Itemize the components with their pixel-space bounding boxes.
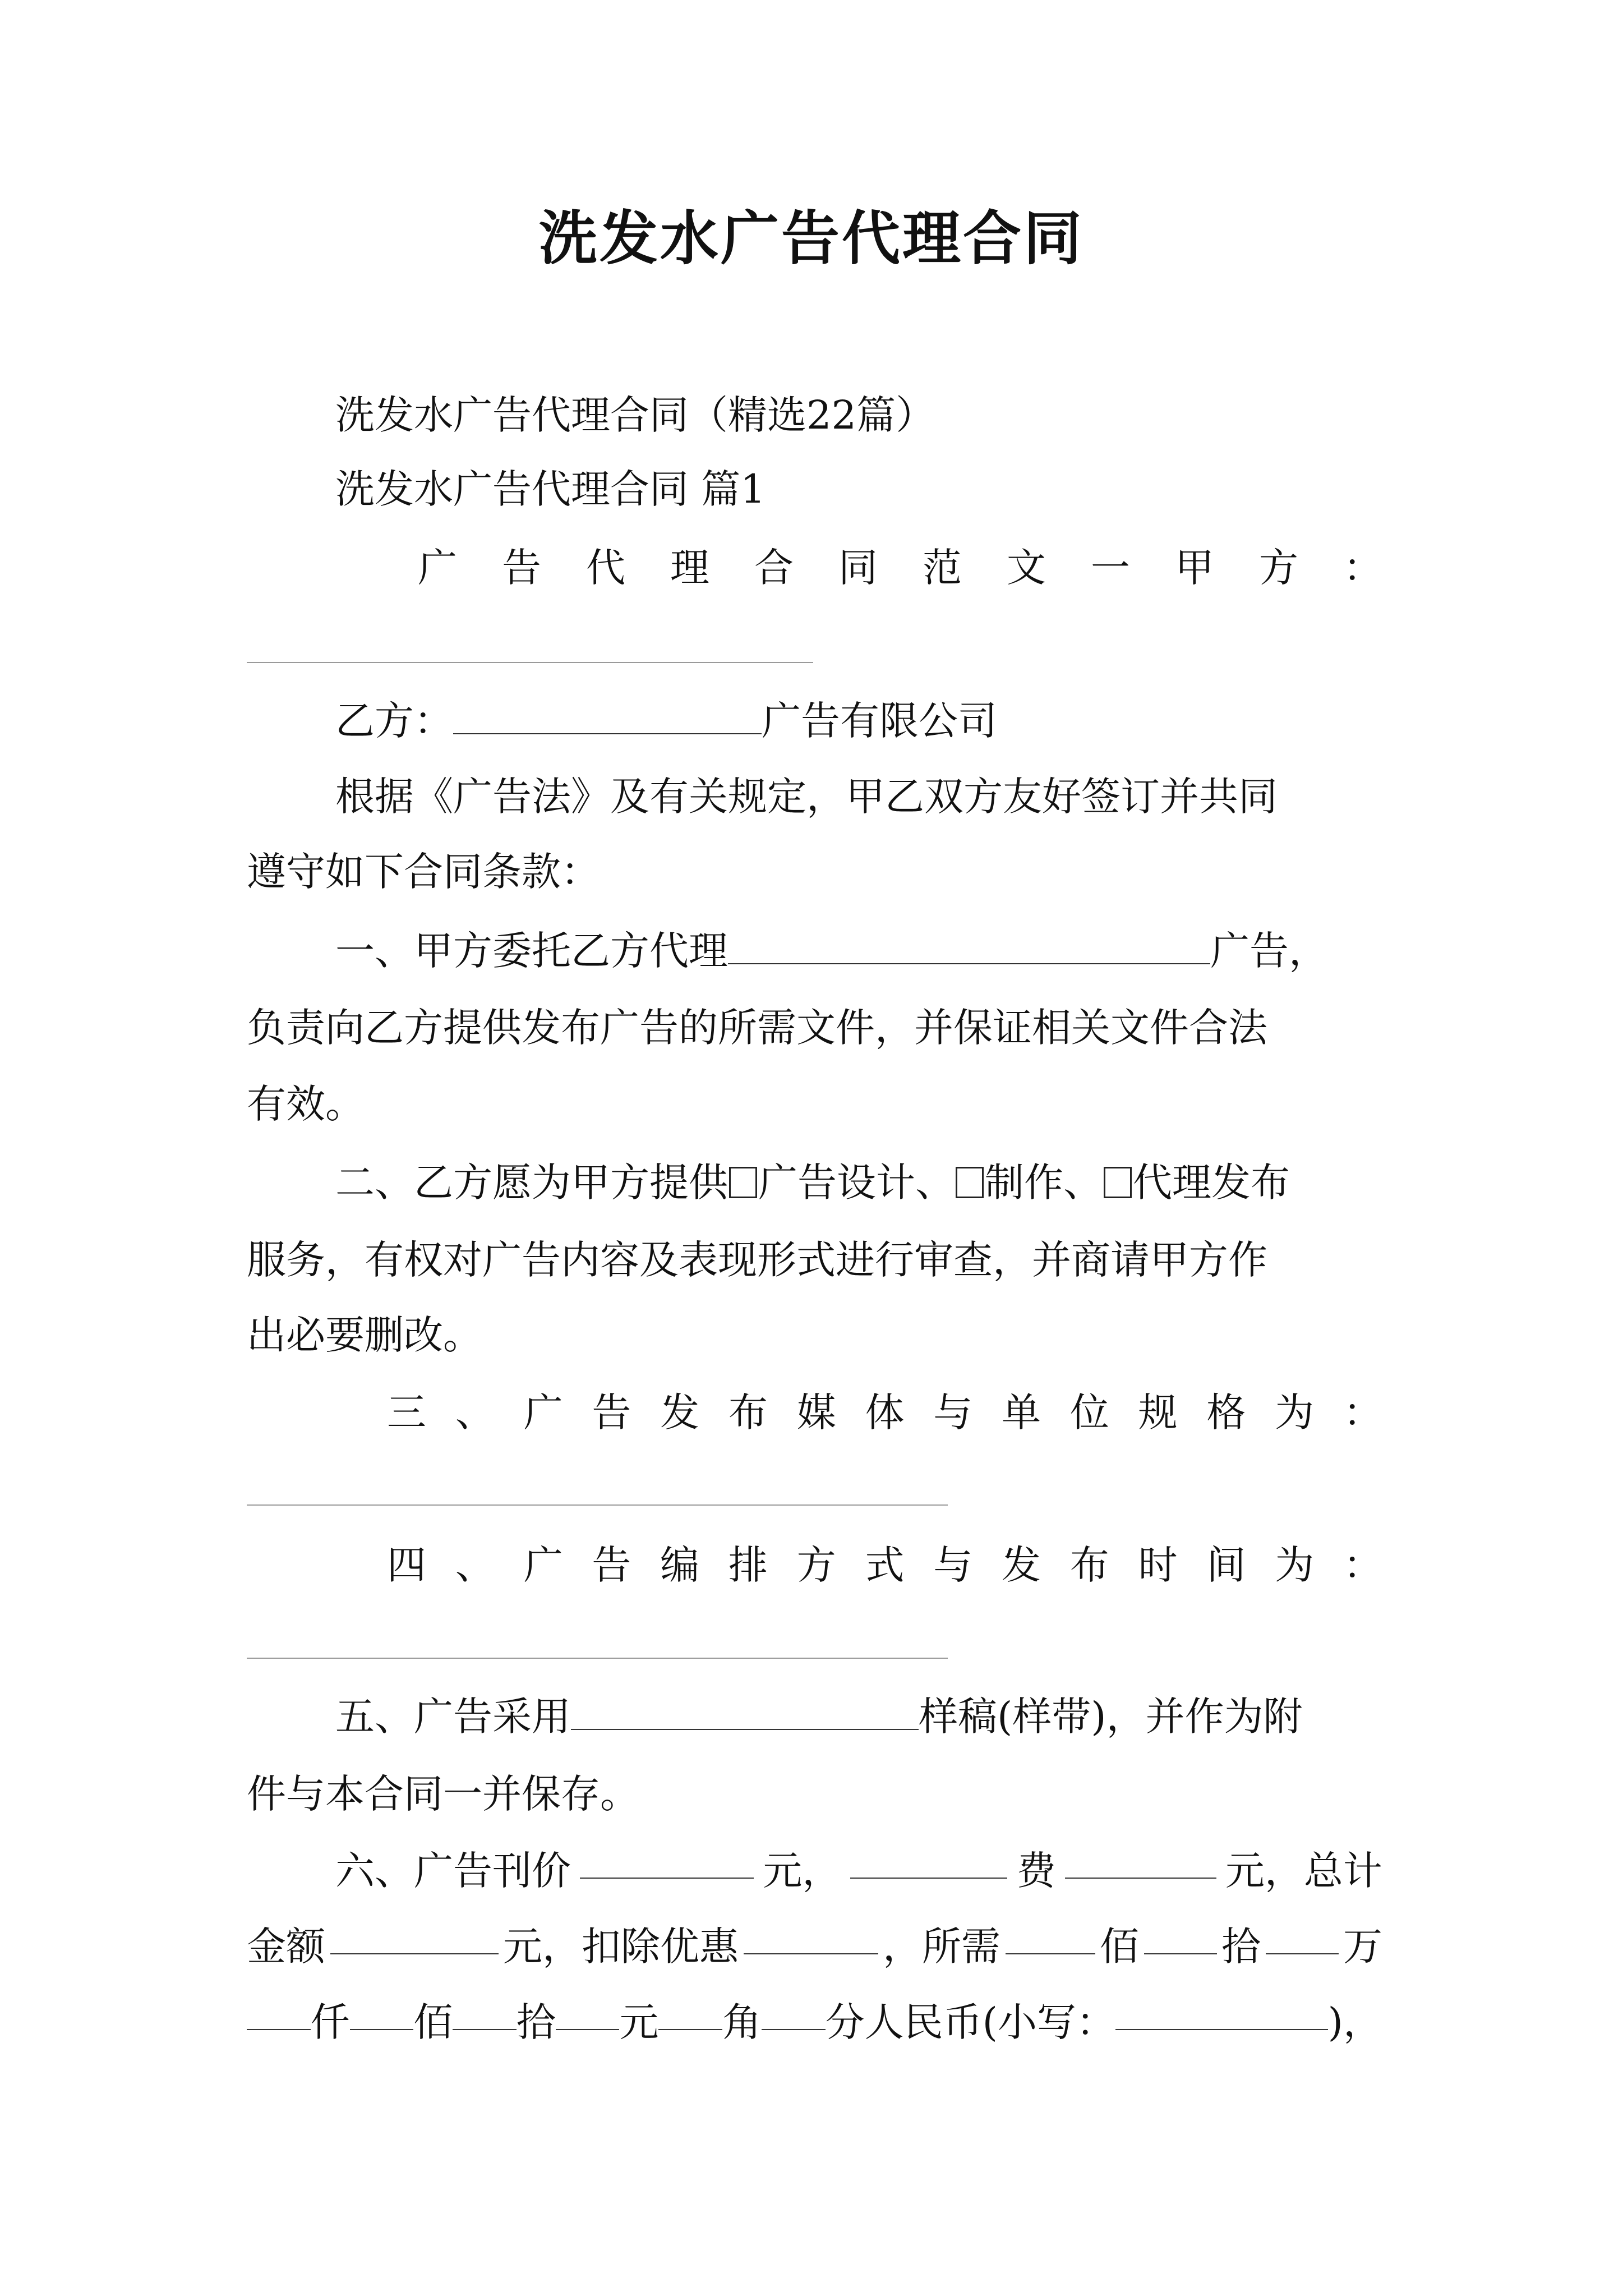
char: ： [1343,1389,1382,1435]
char: 一 [1091,545,1130,591]
amount-blank [350,1994,414,2030]
clause-6-text: 拾 [516,1999,556,2045]
char: 告 [592,1389,631,1435]
document-subtitle: 洗发水广告代理合同（精选22篇） [335,392,935,438]
clause-1-line2: 负责向乙方提供发布广告的所需文件，并保证相关文件合法 [247,1005,1267,1051]
char: 与 [933,1542,973,1588]
amount-blank [1266,1918,1339,1954]
amount-blank [658,1994,722,2030]
char: 方 [796,1542,836,1588]
char: 广 [418,545,457,591]
clause-6-text: 分人民币(小写： [825,1999,1115,2045]
blank-line-party-a [247,662,813,663]
clause-1-line1 [335,923,1328,979]
clause-2-seg2: 广告设计、 [758,1159,955,1205]
para-intro-line2: 遵守如下合同条款： [247,849,600,895]
part-heading: 洗发水广告代理合同 篇1 [335,466,766,512]
char: 为 [1275,1389,1315,1435]
clause-6-text: 佰 [1100,1924,1139,1970]
clause-2-seg1: 二、乙方愿为甲方提供 [335,1159,728,1205]
char: 格 [1206,1389,1246,1435]
char: 四 [387,1542,426,1588]
char: 告 [502,545,541,591]
clause-6-line2 [247,1918,1382,1975]
clause-1-prefix: 一、甲方委托乙方代理 [335,928,728,974]
party-b-suffix: 广告有限公司 [762,698,997,744]
char: 单 [1002,1389,1041,1435]
char: 合 [754,545,794,591]
blank-line-clause-4 [247,1658,948,1659]
char: 甲 [1175,545,1214,591]
party-b-line [335,693,997,749]
char: 排 [728,1542,768,1588]
clause-6-text: 佰 [413,1999,453,2045]
char: 时 [1138,1542,1178,1588]
clause-1-line3: 有效。 [247,1081,365,1127]
char: 编 [660,1542,700,1588]
clause-1-suffix: 广告， [1210,928,1328,974]
clause-2-line1 [335,1154,1290,1211]
char: 为 [1275,1542,1315,1588]
para-intro-line1: 根据《广告法》及有关规定，甲乙双方友好签订并共同 [335,774,1278,820]
char: 代 [586,545,625,591]
clause-6-text: 角 [722,1999,762,2045]
clause-6-line1 [335,1843,1382,1899]
char: 范 [923,545,962,591]
fee-name-blank [850,1843,1007,1879]
clause-5-blank [571,1694,919,1730]
party-b-label: 乙方： [335,698,453,744]
char: 媒 [796,1389,836,1435]
lowercase-amount-blank [1115,1994,1328,2030]
spaced-line-clause-4 [387,1537,1382,1593]
spaced-line-party-a [418,540,1382,596]
clause-6-text: 金额 [247,1924,325,1970]
char: 发 [660,1389,700,1435]
checkbox-production[interactable] [956,1167,984,1198]
clause-1-blank [728,928,1210,964]
amount-blank [453,1994,517,2030]
clause-5-prefix: 五、广告采用 [335,1694,571,1740]
char: 位 [1069,1389,1109,1435]
total-blank [330,1918,499,1954]
clause-2-seg4: 代理发布 [1133,1159,1290,1205]
char: 、 [455,1542,495,1588]
amount-blank [556,1994,620,2030]
amount-blank [1006,1918,1095,1954]
clause-2-seg3: 制作、 [985,1159,1103,1205]
char: 式 [865,1542,905,1588]
char: 体 [865,1389,905,1435]
spaced-line-clause-3 [387,1384,1382,1441]
blank-line-clause-3 [247,1504,948,1506]
char: 间 [1206,1542,1246,1588]
discount-blank [744,1918,878,1954]
clause-5-line1 [335,1688,1303,1745]
clause-6-text: 仟 [310,1999,350,2045]
char: ： [1343,545,1382,591]
clause-6-text: 万 [1343,1924,1382,1970]
document-title: 洗发水广告代理合同 [538,204,1084,273]
char: 广 [523,1542,563,1588]
clause-2-line3: 出必要删改。 [247,1312,482,1358]
char: 方 [1259,545,1298,591]
char: 理 [670,545,709,591]
char: 发 [1002,1542,1041,1588]
char: 广 [523,1389,563,1435]
clause-6-line3 [247,1994,1382,2050]
char: 布 [1069,1542,1109,1588]
clause-2-line2: 服务，有权对广告内容及表现形式进行审查，并商请甲方作 [247,1237,1267,1283]
clause-6-text: ，所需 [883,1924,1000,1970]
clause-6-text: 元 [619,1999,659,2045]
clause-6-text: 六、广告刊价 [335,1848,571,1894]
party-b-blank [453,698,762,734]
char: 三 [387,1389,426,1435]
char: 告 [592,1542,631,1588]
char: 与 [933,1389,973,1435]
clause-5-line2: 件与本合同一并保存。 [247,1771,639,1817]
clause-5-suffix: 样稿(样带)，并作为附 [919,1694,1303,1740]
char: 布 [728,1389,768,1435]
char: 、 [455,1389,495,1435]
checkbox-design[interactable] [729,1167,757,1198]
clause-6-text: 元，总计 [1225,1848,1382,1894]
price-blank [580,1843,754,1879]
char: ： [1343,1542,1382,1588]
checkbox-agency[interactable] [1104,1167,1132,1198]
clause-6-text: 元， [763,1848,842,1894]
clause-6-text: 元，扣除优惠 [503,1924,739,1970]
char: 文 [1007,545,1046,591]
char: 规 [1138,1389,1178,1435]
amount-blank [1144,1918,1217,1954]
char: 同 [838,545,878,591]
clause-6-text: 费 [1016,1848,1056,1894]
clause-6-text: )， [1327,1999,1382,2045]
amount-blank [247,1994,311,2030]
fee-blank [1065,1843,1216,1879]
clause-6-text: 拾 [1221,1924,1261,1970]
amount-blank [762,1994,826,2030]
